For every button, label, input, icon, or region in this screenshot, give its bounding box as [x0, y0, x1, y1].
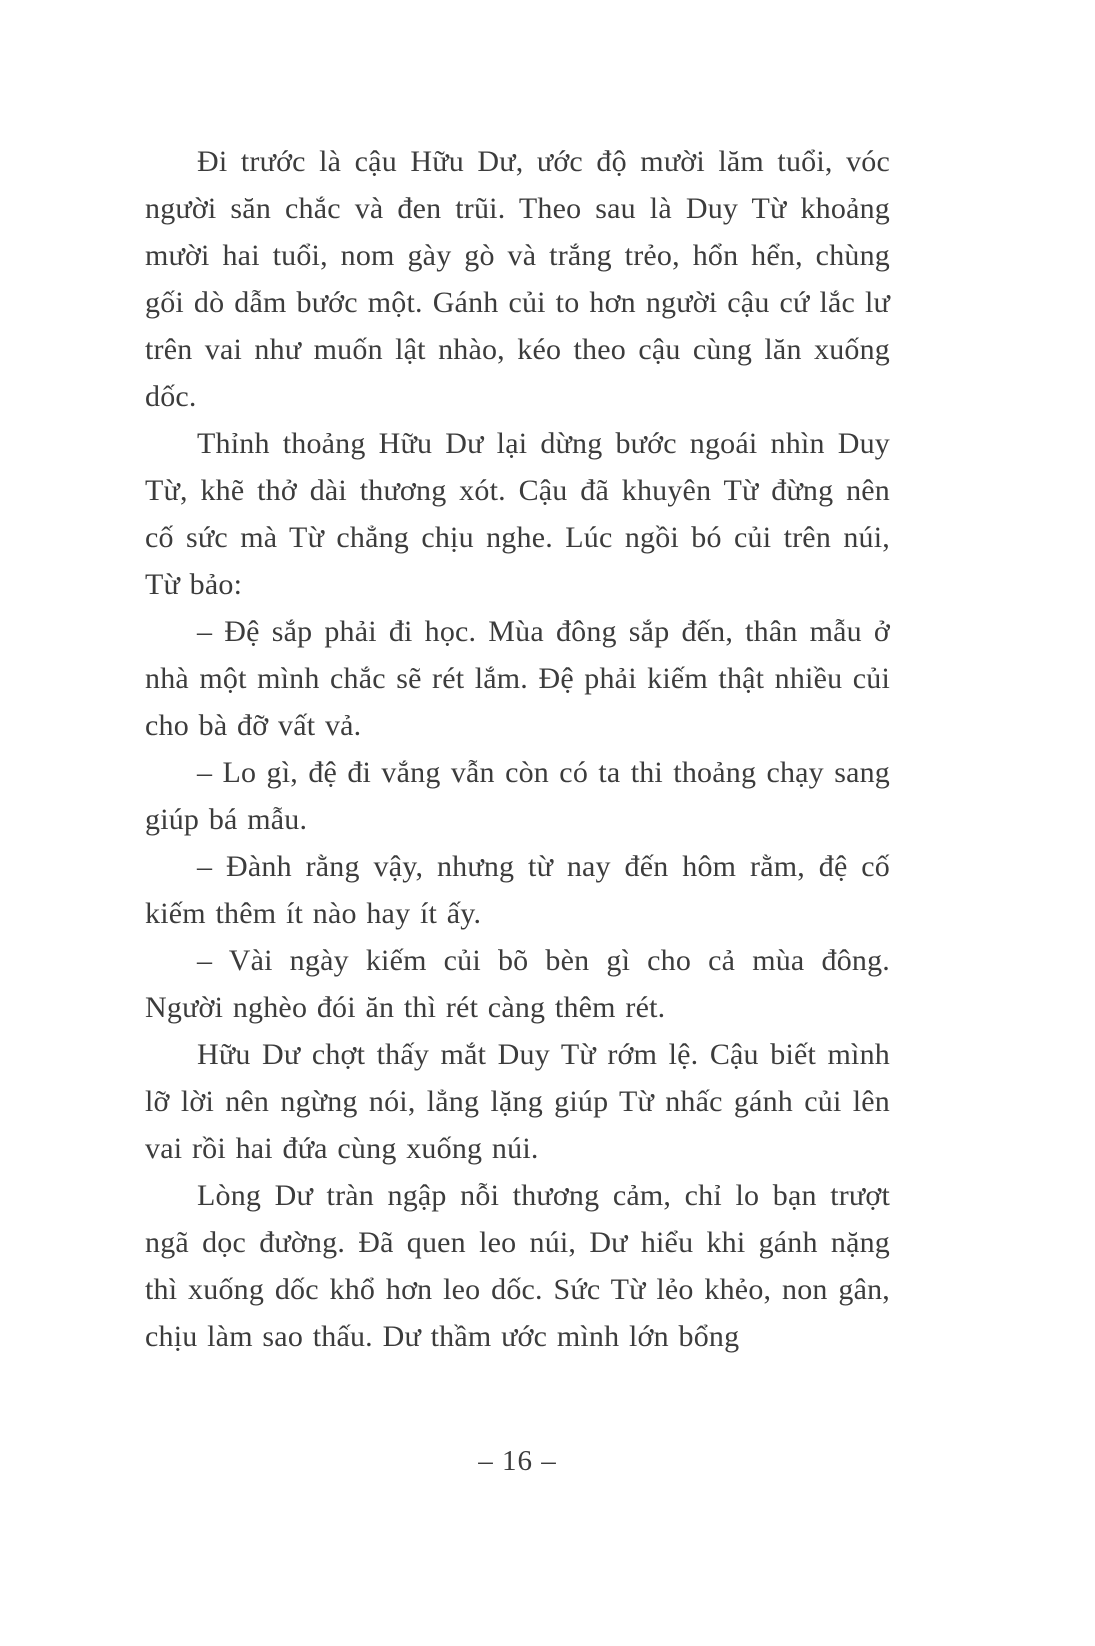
- paragraph: Lòng Dư tràn ngập nỗi thương cảm, chỉ lo bạn trượt ngã dọc đường. Đã quen leo núi, Dư hiểu khi gánh nặng thì xuống dốc khổ hơn leo dốc. Sức Từ lẻo khẻo, non gân, chịu làm sao thấu. Dư thầm ước mình lớn bổng: [145, 1179, 890, 1353]
- paragraph: – Lo gì, đệ đi vắng vẫn còn có ta thi thoảng chạy sang giúp bá mẫu.: [145, 756, 890, 836]
- paragraph: – Đành rằng vậy, nhưng từ nay đến hôm rằm, đệ cố kiếm thêm ít nào hay ít ấy.: [145, 850, 890, 930]
- paragraph: Hữu Dư chợt thấy mắt Duy Từ rớm lệ. Cậu biết mình lỡ lời nên ngừng nói, lẳng lặng giúp Từ nhấc gánh củi lên vai rồi hai đứa cùng xuống núi.: [145, 1038, 890, 1165]
- paragraph: – Đệ sắp phải đi học. Mùa đông sắp đến, thân mẫu ở nhà một mình chắc sẽ rét lắm. Đệ phải kiếm thật nhiều củi cho bà đỡ vất vả.: [145, 615, 890, 742]
- paragraph: Thỉnh thoảng Hữu Dư lại dừng bước ngoái nhìn Duy Từ, khẽ thở dài thương xót. Cậu đã khuyên Từ đừng nên cố sức mà Từ chẳng chịu nghe. Lúc ngồi bó củi trên núi, Từ bảo:: [145, 427, 890, 601]
- page-number: – 16 –: [478, 1445, 557, 1477]
- paragraph: Đi trước là cậu Hữu Dư, ước độ mười lăm tuổi, vóc người săn chắc và đen trũi. Theo sau là Duy Từ khoảng mười hai tuổi, nom gày gò và trắng trẻo, hổn hển, chùng gối dò dẫm bước một. Gánh củi to hơn người cậu cứ lắc lư trên vai như muốn lật nhào, kéo theo cậu cùng lăn xuống dốc.: [145, 145, 890, 413]
- paragraph: – Vài ngày kiếm củi bõ bèn gì cho cả mùa đông. Người nghèo đói ăn thì rét càng thêm rét.: [145, 944, 890, 1024]
- body-text: [145, 138, 890, 1360]
